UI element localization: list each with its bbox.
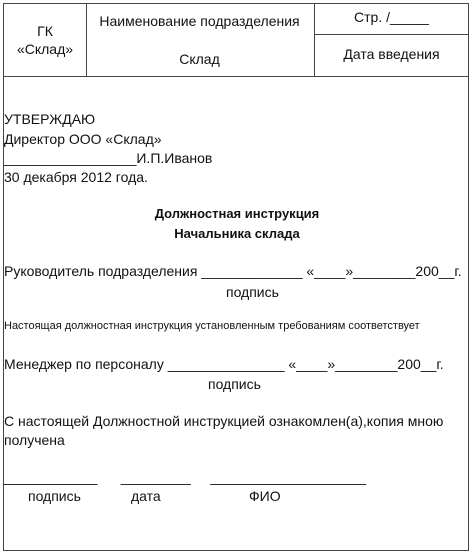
acknowledgement-line-1: С настоящей Должностной инструкцией ознакомлен(а),копия мною [4,413,444,429]
footer-sign-caption: подпись [28,488,81,504]
hr-signature-line: Менеджер по персоналу _______________ «____»________200__г. [4,356,444,372]
header-unit-title: Наименование подразделения [99,13,300,29]
acknowledgement-line-2: получена [4,432,65,448]
head-signature-caption: подпись [226,284,279,300]
header-unit-name: Склад [179,51,220,67]
header-org: «Склад» [16,41,74,57]
header-divider [314,34,469,35]
footer-blank-lines: ____________ _________ ____________________ [4,469,367,485]
approve-label: УТВЕРЖДАЮ [4,111,96,127]
header-gk: ГК [37,23,53,39]
approval-date: 30 декабря 2012 года. [4,169,148,185]
director-line: Директор ООО «Склад» [4,131,162,147]
document-title: Должностная инструкция [154,206,320,221]
header-date-intro: Дата введения [343,46,440,62]
director-signature-line: _________________И.П.Иванов [4,150,213,166]
header-page: Стр. /_____ [354,9,429,25]
hr-signature-caption: подпись [208,376,261,392]
head-signature-line: Руководитель подразделения _____________ «____»________200__г. [4,263,462,279]
header-bottom-line [4,76,469,77]
footer-date-caption: дата [131,488,161,504]
footer-name-caption: ФИО [249,488,281,504]
document-subtitle: Начальника склада [174,226,300,241]
compliance-statement: Настоящая должностная инструкция установленным требованиям соответствует [4,320,420,332]
